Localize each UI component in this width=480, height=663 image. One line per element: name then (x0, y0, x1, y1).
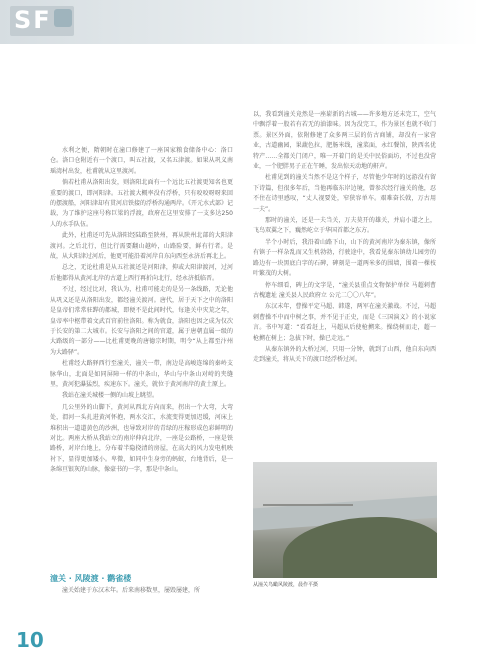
paragraph: 倘若杜甫从洛阳出发，则洛阳北面有一个远比五社渡更知名也更重要的渡口，即河阳津。五社渡大概率没有浮桥，只有咬咬呀呀来回的摆渡船，河阳津却有贯河启铁接的浮桥沟通两岸。《开元水式部》记载，为了维护这座号称巨梁的浮渡，政府在这里安排了一支多达250人的水手队伍。 (50, 179, 234, 228)
logo-seal-icon (54, 9, 72, 27)
paragraph: 杜甫经大路驿西行至潼关，潼关一带，南边是高峻连绵的秦岭支脉华山，北面是如同屏障一样的中条山，华山与中条山对峙的夹缝里，黄河犯瀑猛烈，疾速东下。潼关，就位于黄河南岸的黄土原上。 (50, 360, 233, 388)
bridge-shape (263, 504, 353, 506)
paragraph: 停车细看，碑上的文字是，“潼关县重点文物保护单位 马超刺曹古槐遗址 潼关县人民政府立 公元二〇〇八年”。 (253, 281, 436, 299)
paragraph: 东汉末年，曹操平定马超、韩遂，两军在潼关激战。不过，马超刺曹操不中而中树之事，并不见于正史，而是《三国演义》的小说家言。书中写道：“看看赶上，马超从后使枪搠来。操绕树而走，超一枪搠在树上；急拔下时，操已走远。” (253, 303, 436, 342)
paragraph: 总之，无论杜甫是从五社渡还是河阳津，抑或大阳津渡河，过河后他都得从黄河北岸的古道上西行再折向北行，经永济抵临晋。 (50, 264, 233, 282)
paragraph: 此外，杜甫还可先从洛阳经陆路至陕州，再从陕州北部的大阳津渡河。之后北行，但比行需要翻山越岭，山路险要，鲜有行者。是故，从大阳津过河后，他更可能沿着河岸自东向西至永济后再北上。 (50, 232, 233, 261)
paragraph: 不过，经过比对，我认为，杜甫可能走的是另一条线路，无论他从巩义还是从洛阳出发，都经潼关渡河。唐代，居于天下之中的洛阳是皇帝们常常驻跸的都城，即便不是此间时代，每逢关中灾荒之年，皇帝率中枢带着文武百官前往洛阳。称为就食，洛阳也因之成为仅次于长安的第二大城市。长安与洛阳之间的官道，属于唐朝直属一级的大路级的一部分——比杜甫更晚的唐德宗时期，明令“从上都至汴州为大路驿”。 (50, 286, 233, 356)
logo-letters: SF (14, 6, 52, 34)
paragraph: 我站在潼关城楼一侧的山坡上眺望。 (62, 392, 159, 400)
paragraph: 从秦东镇外的大桥过河，只用一分钟，就到了山西，他自东向西走到潼关，将从关下的渡口经浮桥过河。 (253, 345, 436, 364)
landscape-photo (253, 462, 437, 578)
header-band (0, 0, 480, 44)
paragraph: 几公里外的山脚下，黄河从西北方向而来，拐出一个大弯，大弯处，渭河一头扎进黄河怀抱，两水交汇，水流变得更加迟缓，河床上堆积出一道道黄色的沙洲，也导致对岸的青绿的庄稼形成色彩鲜明的对比。两座大桥从我站立的南岸伸向北岸，一座是公路桥，一座是铁路桥，对岸台地上，分布着半隐挠清的房屋，在高大的风力发电机映衬下，显得更加矮小。卑微，如同中生身旁的蚂蚁，台地背后，是一条绵亘银灰的山脉，像豪书的一字，那是中条山。 (50, 403, 233, 474)
paragraph: 杜甫见到的潼关当然不是这个样子，尽管他少年时的远游没有留下诗篇，但很多年后，当他再临东岸边境，曾参次经行潼关的他，忍不住在诗里感叹，“丈人视要处，窄狭容单车。艰难奋长戟，万古用一夫”。 (253, 174, 436, 213)
section-first-line: 潼关始建于东汉末年。后来南移数里，屡毁屡建，所 (62, 587, 201, 594)
right-text-column (253, 110, 436, 367)
paragraph: 那时的潼关，还是一夫当关，万夫莫开的雄关，并肩小道之上，飞鸟双翼之下，巍然屹立于华国首都之东方。 (253, 217, 436, 235)
paragraph: 水利之便，隋朝时在潼口修建了一座国家粮食储备中心：洛口仓。洛口仓附近有一个渡口，叫五社渡，又名五津渡。如果从巩义南瑶湾村出发，杜甫就从这里渡河。 (50, 147, 233, 175)
section-heading: 潼关 · 风陵渡 · 鹳雀楼 (50, 574, 132, 583)
left-text-column (50, 146, 233, 477)
page-number: 10 (16, 628, 44, 652)
paragraph: 半个小时后，我沿着山路下山，山下的黄河南岸为秦东镇，像所有镇子一样杂乱而又生机勃勃，行驶途中，我看见秦东镇幼儿园旁的路边有一块黑底白字的石碑，碑刻是一道两米多的围墙，围着一棵枝叶繁茂的大树。 (253, 238, 436, 278)
paragraph: 以，我看到潼关竟然是一座崭新的古城——许多地方还未完工，空气中飘浮着一股若有若无的油漆味。因为没完工，作为景区也就不收门票。景区外面，依附修建了众多两三层的仿古商铺，却没有一家营业，古道幽园，果蔬色拉，肥肠米线，潼菜面，永红餐馆，陕西名优特产……全都关门闭户，唯一开着门的是关中民俗面坊，不过也没营业，一个肥胖男子正在午睡，发出惊天动地的鼾声。 (253, 111, 436, 171)
photo-caption: 从潼关鸟瞰风陵渡，晨作平摄 (253, 582, 319, 588)
